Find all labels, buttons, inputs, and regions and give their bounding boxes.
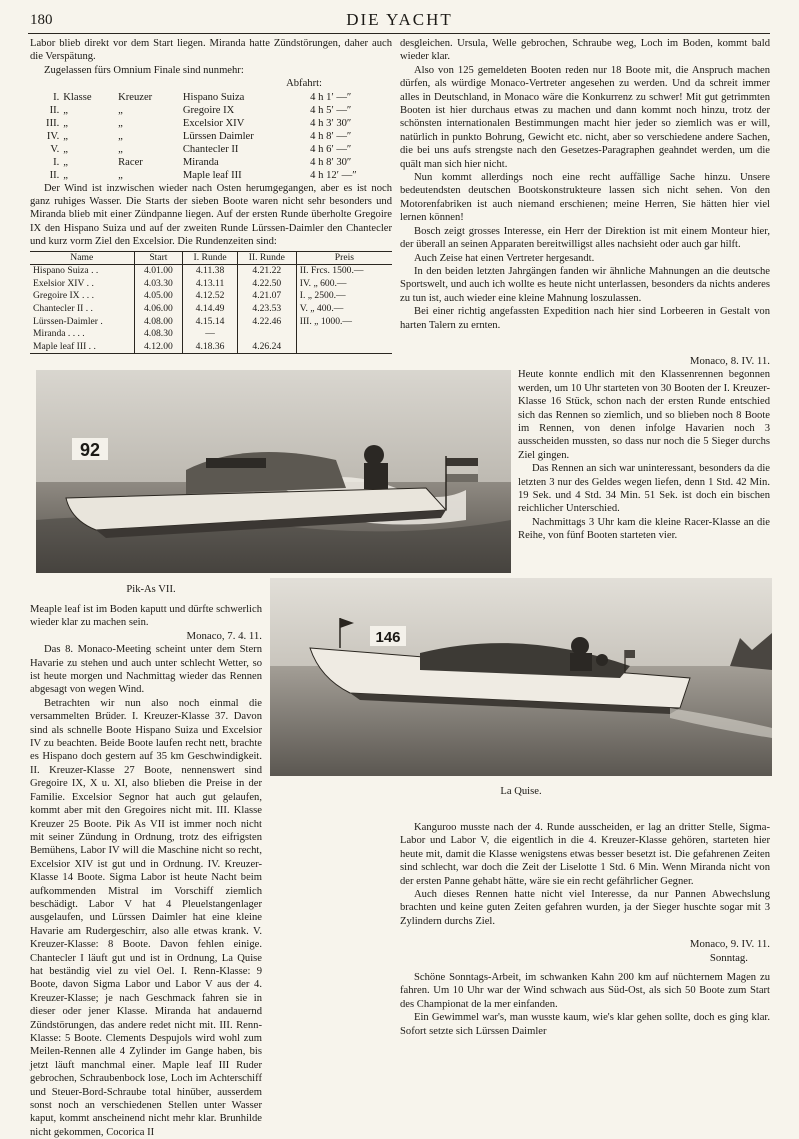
paragraph: Bei einer richtig angefassten Expedition nach hier sind Lorbeeren in Gestalt von harten Talern zu ernten. <box>400 306 770 331</box>
class-row <box>32 104 394 117</box>
boat-number: 146 <box>375 629 401 646</box>
paragraph: Zugelassen fürs Omnium Finale sind nunmehr: <box>44 64 244 76</box>
class-cell: Klasse <box>63 91 92 103</box>
paragraph: Auch Zeise hat einen Vertreter hergesandt. <box>414 252 595 264</box>
class-cell: „ <box>63 169 68 181</box>
paragraph: Ein Gewimmel war's, man wusste kaum, wie's klar gehen sollte, doch es ging klar. Sofort setzte sich Lürssen Daimler <box>400 1012 770 1037</box>
paragraph: Labor blieb direkt vor dem Start liegen. Miranda hatte Zündstörungen, daher auch die Verspätung. <box>30 38 392 63</box>
photo-la-quise <box>270 578 772 776</box>
right-mid-column <box>518 355 770 543</box>
paragraph: Auch dieses Rennen hatte nicht viel Interesse, da nur Pannen Abwechslung brachten und keine guten Zeiten gefahren wurden, ja der Sieger huschte sogar mit 3 Zylindern durchs Ziel. <box>400 889 770 927</box>
table-header-cell: Start <box>134 251 183 265</box>
table-cell: 4.13.11 <box>183 278 238 291</box>
table-header-cell: II. Runde <box>237 251 296 265</box>
table-cell <box>296 341 392 354</box>
dateline: Monaco, 7. 4. 11. <box>186 629 262 642</box>
table-row <box>30 265 392 278</box>
class-row <box>32 156 394 169</box>
paragraph: Der Wind ist inzwischen wieder nach Osten herumgegangen, aber es ist noch ganz ruhiges Wasser. Die Starts der sieben Boote waren nicht sehr besonders und Miranda blieb mit einer Zündpanne liegen. Auf der ersten Runde überholte Gregoire IX den Hispano Suiza und auf der zweiten Runde Lürssen-Daimler den Chantecler und kurz vorm Ziel den Excelsior. Die Rundenzeiten sind: <box>30 182 392 248</box>
table-cell <box>296 328 392 341</box>
table-row <box>30 303 392 316</box>
table-header-cell: I. Runde <box>183 251 238 265</box>
class-cell: 4 h 8′ —″ <box>310 130 352 142</box>
class-cell: 4 h 12′ —″ <box>310 169 357 181</box>
journal-title: DIE YACHT <box>346 10 453 29</box>
class-cell: Gregoire IX <box>182 104 235 116</box>
table-header-cell: Preis <box>296 251 392 265</box>
boat-number: 92 <box>79 440 101 460</box>
table-cell: 4.18.36 <box>183 341 238 354</box>
class-cell: 4 h 3′ 30″ <box>310 117 352 129</box>
class-cell: Lürssen Daimler <box>182 130 254 142</box>
class-cell: „ <box>63 156 68 168</box>
table-cell: Chantecler II . . <box>33 303 93 315</box>
finale-class-list <box>32 91 394 182</box>
photo-caption: Pik-As VII. <box>126 584 176 595</box>
class-cell: 4 h 8′ 30″ <box>310 156 352 168</box>
table-cell: 4.11.38 <box>183 265 238 278</box>
class-cell: 4 h 6′ —″ <box>310 143 352 155</box>
class-cell: Chantecler II <box>182 143 239 155</box>
table-header-cell: Name <box>30 251 134 265</box>
class-cell: Miranda <box>182 156 219 168</box>
paragraph: Das 8. Monaco-Meeting scheint unter dem Stern Havarie zu stehen und auch unter schlecht Wetter, so ist heute morgen und Nachmittag wieder das Rennen abgesagt von wegen Wind. <box>30 644 262 696</box>
table-cell: I. „ 2500.— <box>296 290 392 303</box>
table-cell: V. „ 400.— <box>296 303 392 316</box>
class-cell: „ <box>118 143 123 155</box>
table-cell: IV. „ 600.— <box>296 278 392 291</box>
paragraph: Nachmittags 3 Uhr kam die kleine Racer-Klasse an die Reihe, von fünf Booten starteten vier. <box>518 516 770 542</box>
class-cell: „ <box>118 130 123 142</box>
table-row <box>30 328 392 341</box>
page-number: 180 <box>30 12 53 28</box>
photo-caption: La Quise. <box>500 786 542 797</box>
class-cell: „ <box>118 104 123 116</box>
class-row <box>32 130 394 143</box>
table-cell <box>237 328 296 341</box>
class-cell: Excelsior XIV <box>182 117 245 129</box>
paragraph: Also von 125 gemeldeten Booten reden nur 18 Boote mit, die Anspruch machen dürfen, als würdige Monaco-Vertreter angesehen zu werden. Und da schreit immer alles in Deutschland, in Monaco wäre die Konkurrenz zu schwer! Mit gut getrimmten Booten ist hier durchaus etwas zu machen und dann kommt noch hinzu, trotz der schönsten internationalen Bestimmungen macht hier jeder so ziemlich was er will, natürlich in punkto Bohrung, Gewicht etc. nicht, aber so verschiedene andere Sachen, die bei uns aufs strengste nach den Gesetzes-Paragraphen geahndet werden, um die quält man sich hier nicht. <box>400 64 770 170</box>
table-cell: 4.22.46 <box>237 316 296 329</box>
class-row <box>32 169 394 182</box>
class-cell: „ <box>63 130 68 142</box>
motorboat-photo-illustration <box>36 370 511 573</box>
motorboat-photo-illustration <box>270 578 772 776</box>
table-cell: — <box>183 328 238 341</box>
class-cell: „ <box>63 104 68 116</box>
class-cell: Kreuzer <box>118 91 153 103</box>
table-cell: Maple leaf III . . <box>30 341 134 354</box>
paragraph: Schöne Sonntags-Arbeit, im schwanken Kahn 200 km auf nüchternem Magen zu fahren. Um 10 Uhr war der Wind schwach aus Süd-Ost, als sich 50 Boote zum Start des Championat de la mer einfanden. <box>400 972 770 1010</box>
table-cell: Lürssen-Daimler . <box>33 315 103 327</box>
class-cell: 4 h 5′ —″ <box>310 104 352 116</box>
paragraph: Kanguroo musste nach der 4. Runde ausscheiden, er lag an dritter Stelle, Sigma-Labor und Labor V, die eigentlich in die 4. Kreuzer-Klasse gehören, starteten hier heute mit, damit die Klasse wenigstens etwas besser besetzt ist. Die gefahrenen Zeiten sind schlecht, war doch die Zeit der Liselotte 1 Std. 6 Min. Wenn Miranda nicht von der ersten Panne gehabt hätte, wäre sie ein recht gefährlicher Gegner. <box>400 822 770 887</box>
table-cell: 4.21.07 <box>237 290 296 303</box>
class-cell: I. <box>53 156 60 168</box>
table-cell: Gregoire IX . . . <box>33 290 95 302</box>
paragraph: Betrachten wir nun also noch einmal die versammelten Brüder. I. Kreuzer-Klasse 37. Davon sind als schnelle Boote Hispano Suiza und Excelsior IV zu beachten. Beide Boote laufen recht nett, brachte es Hispano doch gestern auf 35 km Geschwindigkeit. II. Kreuzer-Klasse 27 Boote, nennenswert sind Gregoire IX, X u. XI, also blieben die Preise in der Familie. Excelsior Segnor hat auch gut gelaufen, kommt aber mit den Gregoires nicht mit. III. Klasse Kreuzer 25 Boote. Pik As VII ist immer noch nicht mit seiner Zündung in Ordnung, trotz des eifrigsten Bemühens, Labor IV will die Maschine nicht so recht, Excelsior XIV ist gut und in Ordnung. IV. Kreuzer-Klasse 14 Boote. Sigma Labor ist heute Nacht beim aufkommenden Mistral im Vorschiff ziemlich beschädigt. Labor V hat 4 Pleuelstangenlager ausgelaufen, und Lürssen Daimler hat eine kleine Havarie am Rudergeschirr, also alle etwas krank. V. Kreuzer-Klasse: 8 Boote. Davon fehlen einige. Chantecler I läuft gut und ist in Ordnung, La Quise hat beständig viel zu viel Oel. I. Renn-Klasse: 9 Boote, davon Sigma Labor und Labor V aus der 4. Kreuzer-Klasse; je nach Geschmack fahren sie in dieser oder jener Klasse. Miranda hat andauernd Zündstörungen, das andere redet nicht mit. III. Renn-Klasse: 5 Boote. Clements Despujols wird wohl zum Meilen-Rennen alle 4 Zylinder im Gange haben, bis jetzt läuft manchmal einer. Maple leaf III Ruder gebrochen, Schraubenbock lose, Loch im Achterschiff und Steuer-Bord-Schraube total hinüber, ausserdem sonst noch an verschiedenen Stellen unter Wasser kaput, kommt anscheinend nicht mehr klar. Brunhilde nicht gekommen, Cocorica II <box>30 697 262 1138</box>
table-cell: 4.12.52 <box>183 290 238 303</box>
table-cell: 4.06.00 <box>134 303 183 316</box>
table-cell: 4.12.00 <box>134 341 183 354</box>
paragraph: In den beiden letzten Jahrgängen fanden wir ähnliche Mahnungen an die deutsche Sportswelt, und auch ich wollte es heute nicht unterlassen, besonders da nichts anderes zu tun ist, auch wieder eine kleine Mahnung loszulassen. <box>400 265 770 304</box>
header-rule <box>28 33 770 34</box>
photo-pik-as-vii <box>36 370 511 573</box>
class-cell: „ <box>118 169 123 181</box>
paragraph: Meaple leaf ist im Boden kaputt und dürfte schwerlich wieder klar zu machen sein. <box>30 604 262 629</box>
paragraph: Das Rennen an sich war uninteressant, besonders da die letzten 3 nur des Geldes wegen liefen, denn 1 Std. 42 Min. 19 Sek. und 4 Std. 34 Min. 51 Sek. ist doch ein bischen reichlicher Unterschied. <box>518 463 770 515</box>
class-cell: IV. <box>46 130 60 142</box>
class-cell: III. <box>46 117 60 129</box>
table-cell: 4.14.49 <box>183 303 238 316</box>
table-cell: Exelsior XIV . . <box>33 277 94 289</box>
dateline-sub: Sonntag. <box>709 951 748 964</box>
table-row <box>30 316 392 329</box>
table-cell: 4.08.30 <box>134 328 183 341</box>
table-cell: 4.08.00 <box>134 316 183 329</box>
table-cell: Miranda . . . . <box>33 328 85 340</box>
class-cell: Hispano Suiza <box>182 91 245 103</box>
right-bottom-column <box>400 821 770 1038</box>
table-cell: Hispano Suiza . . <box>33 265 99 277</box>
table-cell: 4.22.50 <box>237 278 296 291</box>
class-cell: „ <box>63 143 68 155</box>
table-cell: 4.15.14 <box>183 316 238 329</box>
class-cell: Maple leaf III <box>182 169 242 181</box>
table-cell: 4.05.00 <box>134 290 183 303</box>
class-cell: „ <box>118 117 123 129</box>
table-cell: 4.26.24 <box>237 341 296 354</box>
paragraph: Nun kommt allerdings noch eine recht auffällige Sache hinzu. Unsere bedeutendsten deutschen Bootskonstrukteure lassen sich nicht sehen. Von den Motorenfabriken ist auch niemand erschienen; meine Herren, Sie hätten hier viel lernen können! <box>400 172 770 224</box>
table-cell: II. Frcs. 1500.— <box>296 265 392 278</box>
paragraph: Heute konnte endlich mit den Klassenrennen begonnen werden, um 10 Uhr starteten von 30 Booten der I. Kreuzer-Klasse 16 Stück, schon nach der ersten Runde entschied sich das Rennen so ziemlich, und so blieben noch 8 Boote im Rennen, von denen infolge Havarien noch 3 ausscheiden mussten, so dass nur noch die 5 Sieger durchs Ziel gingen. <box>518 369 770 461</box>
class-cell: „ <box>63 117 68 129</box>
lap-times-table <box>30 251 392 355</box>
abfahrt-label: Abfahrt: <box>286 78 322 90</box>
class-cell: II. <box>49 104 60 116</box>
class-row <box>32 117 394 130</box>
table-cell: 4.03.30 <box>134 278 183 291</box>
class-row <box>32 91 394 104</box>
table-row <box>30 278 392 291</box>
left-top-column <box>30 37 392 354</box>
table-cell: 4.23.53 <box>237 303 296 316</box>
class-cell: Racer <box>118 156 143 168</box>
class-row <box>32 143 394 156</box>
table-cell: 4.01.00 <box>134 265 183 278</box>
right-top-column <box>400 37 770 332</box>
paragraph: desgleichen. Ursula, Welle gebrochen, Schraube weg, Loch im Boden, kommt bald wieder klar. <box>400 38 770 63</box>
paragraph: Bosch zeigt grosses Interesse, ein Herr der Direktion ist mit einem Monteur hier, der überall an seinen Apparaten bereitwilligst alles nachsieht oder auch gar hilft. <box>400 225 770 251</box>
table-row <box>30 341 392 354</box>
table-cell: 4.21.22 <box>237 265 296 278</box>
table-cell: III. „ 1000.— <box>296 316 392 329</box>
class-cell: V. <box>50 143 60 155</box>
table-row <box>30 290 392 303</box>
dateline: Monaco, 9. IV. 11. <box>689 938 770 951</box>
class-cell: II. <box>49 169 60 181</box>
dateline: Monaco, 8. IV. 11. <box>689 355 770 367</box>
class-cell: 4 h 1′ —″ <box>310 91 352 103</box>
class-cell: I. <box>53 91 60 103</box>
left-bottom-column <box>30 603 262 1139</box>
